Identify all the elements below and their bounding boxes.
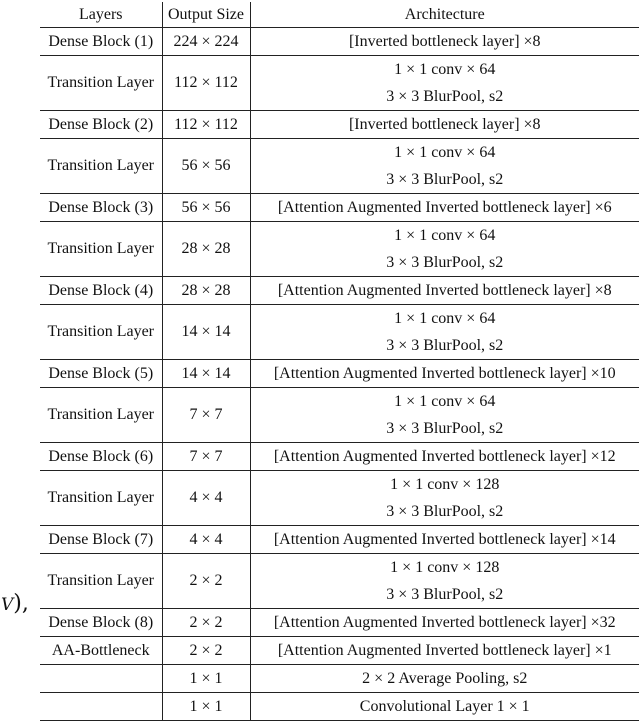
architecture-cell xyxy=(250,139,639,194)
output-size-cell: 4 × 4 xyxy=(162,471,250,526)
architecture-cell xyxy=(250,56,639,111)
architecture-cell xyxy=(250,443,639,471)
architecture-line: 3 × 3 BlurPool, s2 xyxy=(386,586,504,603)
architecture-line: [Attention Augmented Inverted bottleneck layer] ×12 xyxy=(273,448,616,465)
architecture-cell xyxy=(250,665,639,693)
architecture-line: 3 × 3 BlurPool, s2 xyxy=(386,337,504,354)
architecture-cell xyxy=(250,554,639,609)
output-size-cell: 112 × 112 xyxy=(162,56,250,111)
layer-name-cell: Transition Layer xyxy=(40,471,162,526)
layer-name-cell: Dense Block (1) xyxy=(40,28,162,56)
architecture-line: [Attention Augmented Inverted bottleneck layer] ×10 xyxy=(273,365,616,382)
layer-name-cell: Dense Block (5) xyxy=(40,360,162,388)
table-row xyxy=(40,305,639,360)
architecture-line: 1 × 1 conv × 64 xyxy=(394,227,496,244)
layer-name-cell: Dense Block (6) xyxy=(40,443,162,471)
table-row xyxy=(40,637,639,665)
architecture-line: [Inverted bottleneck layer] ×8 xyxy=(348,116,541,133)
table-row xyxy=(40,471,639,526)
table-row xyxy=(40,526,639,554)
output-size-cell: 4 × 4 xyxy=(162,526,250,554)
output-size-cell: 7 × 7 xyxy=(162,443,250,471)
output-size-cell: 14 × 14 xyxy=(162,305,250,360)
layer-name-cell: Dense Block (8) xyxy=(40,609,162,637)
architecture-line: 1 × 1 conv × 64 xyxy=(394,310,496,327)
table-row xyxy=(40,554,639,609)
architecture-cell xyxy=(250,277,639,305)
architecture-line: 1 × 1 conv × 128 xyxy=(390,476,500,493)
table-row xyxy=(40,222,639,277)
header-output-size: Output Size xyxy=(162,2,250,28)
table-row xyxy=(40,277,639,305)
output-size-cell: 56 × 56 xyxy=(162,194,250,222)
architecture-line: [Attention Augmented Inverted bottleneck layer] ×6 xyxy=(277,199,612,216)
architecture-line: [Attention Augmented Inverted bottleneck layer] ×14 xyxy=(273,531,616,548)
table-row xyxy=(40,28,639,56)
header-architecture: Architecture xyxy=(250,2,639,28)
architecture-line: 1 × 1 conv × 64 xyxy=(394,144,496,161)
output-size-cell: 2 × 2 xyxy=(162,609,250,637)
header-layers: Layers xyxy=(40,2,162,28)
table-row xyxy=(40,360,639,388)
architecture-cell xyxy=(250,471,639,526)
architecture-line: 3 × 3 BlurPool, s2 xyxy=(386,420,504,437)
architecture-cell xyxy=(250,360,639,388)
architecture-line: [Attention Augmented Inverted bottleneck layer] ×32 xyxy=(273,614,616,631)
output-size-cell: 224 × 224 xyxy=(162,28,250,56)
architecture-cell xyxy=(250,194,639,222)
fragment-symbol: V xyxy=(1,595,14,615)
table-row xyxy=(40,443,639,471)
architecture-line: [Attention Augmented Inverted bottleneck layer] ×1 xyxy=(277,642,612,659)
table-row xyxy=(40,111,639,139)
architecture-cell xyxy=(250,526,639,554)
architecture-cell xyxy=(250,222,639,277)
output-size-cell: 56 × 56 xyxy=(162,139,250,194)
layer-name-cell: Transition Layer xyxy=(40,222,162,277)
architecture-table xyxy=(40,2,639,721)
layer-name-cell: Transition Layer xyxy=(40,139,162,194)
table-row xyxy=(40,388,639,443)
architecture-line: [Attention Augmented Inverted bottleneck layer] ×8 xyxy=(277,282,612,299)
table-row xyxy=(40,139,639,194)
layer-name-cell: Transition Layer xyxy=(40,56,162,111)
architecture-line: 1 × 1 conv × 128 xyxy=(390,559,500,576)
architecture-line: 2 × 2 Average Pooling, s2 xyxy=(362,670,528,687)
table-row xyxy=(40,194,639,222)
architecture-cell xyxy=(250,388,639,443)
architecture-line: 3 × 3 BlurPool, s2 xyxy=(386,254,504,271)
architecture-line: 3 × 3 BlurPool, s2 xyxy=(386,88,504,105)
output-size-cell: 2 × 2 xyxy=(162,554,250,609)
architecture-cell xyxy=(250,305,639,360)
architecture-line: [Inverted bottleneck layer] ×8 xyxy=(348,33,541,50)
architecture-cell xyxy=(250,111,639,139)
layer-name-cell: Transition Layer xyxy=(40,554,162,609)
layer-name-cell: Dense Block (4) xyxy=(40,277,162,305)
architecture-cell xyxy=(250,609,639,637)
architecture-line: Convolutional Layer 1 × 1 xyxy=(359,698,530,715)
layer-name-cell: Dense Block (2) xyxy=(40,111,162,139)
cropped-equation-fragment xyxy=(1,591,29,616)
architecture-cell xyxy=(250,637,639,665)
output-size-cell: 1 × 1 xyxy=(162,665,250,693)
layer-name-cell: Transition Layer xyxy=(40,305,162,360)
architecture-line: 3 × 3 BlurPool, s2 xyxy=(386,171,504,188)
output-size-cell: 28 × 28 xyxy=(162,222,250,277)
table-body xyxy=(40,28,639,721)
output-size-cell: 14 × 14 xyxy=(162,360,250,388)
layer-name-cell xyxy=(40,665,162,693)
layer-name-cell: Dense Block (7) xyxy=(40,526,162,554)
architecture-line: 1 × 1 conv × 64 xyxy=(394,393,496,410)
layer-name-cell: AA-Bottleneck xyxy=(40,637,162,665)
table-row xyxy=(40,665,639,693)
fragment-tail: ), xyxy=(13,591,29,616)
output-size-cell: 112 × 112 xyxy=(162,111,250,139)
table-row xyxy=(40,56,639,111)
output-size-cell: 1 × 1 xyxy=(162,693,250,721)
output-size-cell: 28 × 28 xyxy=(162,277,250,305)
architecture-cell xyxy=(250,28,639,56)
architecture-line: 3 × 3 BlurPool, s2 xyxy=(386,503,504,520)
table-row xyxy=(40,609,639,637)
output-size-cell: 2 × 2 xyxy=(162,637,250,665)
layer-name-cell: Dense Block (3) xyxy=(40,194,162,222)
table-header-row xyxy=(40,2,639,28)
output-size-cell: 7 × 7 xyxy=(162,388,250,443)
layer-name-cell: Transition Layer xyxy=(40,388,162,443)
architecture-line: 1 × 1 conv × 64 xyxy=(394,61,496,78)
